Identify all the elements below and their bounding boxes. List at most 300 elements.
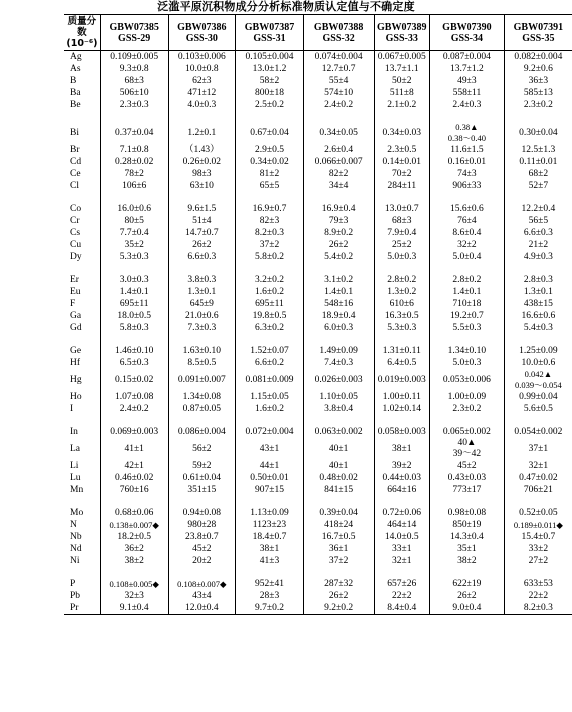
value-cell: 51±4 bbox=[168, 215, 236, 227]
value-cell: 0.72±0.06 bbox=[374, 507, 430, 519]
value-cell: 62±3 bbox=[168, 75, 236, 87]
value-cell: 36±1 bbox=[303, 543, 374, 555]
value-cell: 8.4±0.4 bbox=[374, 602, 430, 615]
spacer-cell bbox=[374, 496, 430, 507]
value-cell: 19.2±0.7 bbox=[430, 310, 505, 322]
value-cell: 287±32 bbox=[303, 578, 374, 590]
table-row bbox=[64, 310, 572, 322]
value-cell: 1.25±0.09 bbox=[504, 345, 572, 357]
element-cell: Cl bbox=[70, 181, 79, 191]
element-cell: Ag bbox=[70, 52, 82, 62]
element-cell: Br bbox=[70, 145, 80, 155]
column-sample: GSS-35 bbox=[522, 32, 555, 44]
value-cell: 38±1 bbox=[374, 438, 430, 460]
value-cell: 81±2 bbox=[236, 168, 304, 180]
table-row bbox=[64, 239, 572, 251]
value-cell: 464±14 bbox=[374, 519, 430, 531]
value-cell: 5.4±0.2 bbox=[303, 251, 374, 263]
value-cell: 558±11 bbox=[430, 87, 505, 99]
value-cell: 13.0±0.7 bbox=[374, 203, 430, 215]
value-cell: 645±9 bbox=[168, 298, 236, 310]
value-cell: 3.2±0.2 bbox=[236, 274, 304, 286]
value-cell: 6.6±0.3 bbox=[168, 251, 236, 263]
table-row bbox=[64, 460, 572, 472]
value-cell: 8.9±0.2 bbox=[303, 227, 374, 239]
table-row bbox=[64, 519, 572, 531]
value-cell: 14.3±0.4 bbox=[430, 531, 505, 543]
table-row bbox=[64, 180, 572, 192]
value-cell: 633±53 bbox=[504, 578, 572, 590]
value-cell: 0.67±0.04 bbox=[236, 122, 304, 144]
group-spacer bbox=[64, 334, 572, 345]
value-cell: 0.28±0.02 bbox=[100, 156, 168, 168]
value-cell: 16.6±0.6 bbox=[504, 310, 572, 322]
value-cell: 0.61±0.04 bbox=[168, 472, 236, 484]
spacer-cell bbox=[168, 263, 236, 274]
value-cell: 0.082±0.004 bbox=[504, 51, 572, 64]
group-spacer bbox=[64, 415, 572, 426]
element-cell: B bbox=[70, 76, 77, 86]
value-cell: 1.49±0.09 bbox=[303, 345, 374, 357]
table-title: 泛滥平原沉积物成分分析标准物质认定值与不确定度 bbox=[157, 0, 415, 13]
column-code: GBW07391 bbox=[513, 21, 564, 33]
value-cell: 9.3±0.8 bbox=[100, 63, 168, 75]
element-cell: Ce bbox=[70, 169, 81, 179]
value-cell: 76±4 bbox=[430, 215, 505, 227]
value-cell: 18.0±0.5 bbox=[100, 310, 168, 322]
value-cell: 0.46±0.02 bbox=[100, 472, 168, 484]
value-cell: 41±3 bbox=[236, 555, 304, 567]
group-spacer bbox=[64, 111, 572, 122]
value-cell: 1.15±0.05 bbox=[236, 391, 304, 403]
spacer-cell bbox=[504, 567, 572, 578]
column-sample: GSS-30 bbox=[185, 32, 218, 44]
value-cell: 50±2 bbox=[374, 75, 430, 87]
value-cell: 0.103±0.006 bbox=[168, 51, 236, 64]
table-row bbox=[64, 274, 572, 286]
value-cell: 0.26±0.02 bbox=[168, 156, 236, 168]
value-cell: 18.2±0.5 bbox=[100, 531, 168, 543]
spacer-cell bbox=[504, 263, 572, 274]
value-cell: 0.50±0.01 bbox=[236, 472, 304, 484]
value-cell: 0.026±0.003 bbox=[303, 369, 374, 391]
table-row bbox=[64, 215, 572, 227]
spacer-cell bbox=[504, 111, 572, 122]
value-cell: 3.8±0.4 bbox=[303, 403, 374, 415]
value-cell: 0.99±0.04 bbox=[504, 391, 572, 403]
value-cell: 37±2 bbox=[303, 555, 374, 567]
table-row bbox=[64, 369, 572, 391]
value-cell: 0.074±0.004 bbox=[303, 51, 374, 64]
value-cell: 906±33 bbox=[430, 180, 505, 192]
value-cell: 0.108±0.005◆ bbox=[100, 578, 168, 590]
column-header-gss34 bbox=[430, 15, 505, 51]
table-row bbox=[64, 403, 572, 415]
column-code: GBW07386 bbox=[177, 21, 227, 33]
value-cell: 98±3 bbox=[168, 168, 236, 180]
value-cell: 2.3±0.5 bbox=[374, 144, 430, 156]
spacer-cell bbox=[64, 111, 100, 122]
value-cell: 0.108±0.007◆ bbox=[168, 578, 236, 590]
value-cell: 44±1 bbox=[236, 460, 304, 472]
value-cell: 2.1±0.2 bbox=[374, 99, 430, 111]
value-cell: 38±2 bbox=[430, 555, 505, 567]
value-cell: 0.063±0.002 bbox=[303, 426, 374, 438]
value-cell: 59±2 bbox=[168, 460, 236, 472]
value-cell: 4.0±0.3 bbox=[168, 99, 236, 111]
value-cell: 7.3±0.3 bbox=[168, 322, 236, 334]
value-cell: 0.16±0.01 bbox=[430, 156, 505, 168]
value-cell: 1.07±0.08 bbox=[100, 391, 168, 403]
value-cell: 9.1±0.4 bbox=[100, 602, 168, 615]
table-row bbox=[64, 426, 572, 438]
value-cell: 1.10±0.05 bbox=[303, 391, 374, 403]
value-cell: 3.0±0.3 bbox=[100, 274, 168, 286]
value-cell: 26±2 bbox=[430, 590, 505, 602]
spacer-cell bbox=[303, 496, 374, 507]
value-cell: 40±1 bbox=[303, 460, 374, 472]
spacer-cell bbox=[64, 334, 100, 345]
value-cell: 21±2 bbox=[504, 239, 572, 251]
element-cell: Eu bbox=[70, 287, 81, 297]
value-cell: 33±1 bbox=[374, 543, 430, 555]
value-cell: 0.30±0.04 bbox=[504, 122, 572, 144]
element-cell: Gd bbox=[70, 323, 82, 333]
spacer-cell bbox=[236, 111, 304, 122]
table-body bbox=[64, 51, 572, 615]
value-cell: 622±19 bbox=[430, 578, 505, 590]
column-header-gss35 bbox=[504, 15, 572, 51]
table-row bbox=[64, 322, 572, 334]
value-cell: 1.31±0.11 bbox=[374, 345, 430, 357]
value-cell: 19.8±0.5 bbox=[236, 310, 304, 322]
value-cell: 52±7 bbox=[504, 180, 572, 192]
value-cell: 11.6±1.5 bbox=[430, 144, 505, 156]
value-cell: 2.8±0.2 bbox=[430, 274, 505, 286]
spacer-cell bbox=[374, 567, 430, 578]
value-cell: 0.054±0.002 bbox=[504, 426, 572, 438]
table-row bbox=[64, 156, 572, 168]
element-cell: N bbox=[70, 520, 77, 530]
spacer-cell bbox=[168, 111, 236, 122]
spacer-cell bbox=[64, 496, 100, 507]
table-row bbox=[64, 75, 572, 87]
table-row bbox=[64, 168, 572, 180]
value-cell: 18.4±0.7 bbox=[236, 531, 304, 543]
value-cell: 5.3±0.3 bbox=[374, 322, 430, 334]
table-row bbox=[64, 227, 572, 239]
value-cell: 55±4 bbox=[303, 75, 374, 87]
value-cell: 15.4±0.7 bbox=[504, 531, 572, 543]
value-cell: 0.11±0.01 bbox=[504, 156, 572, 168]
table-row bbox=[64, 144, 572, 156]
value-cell: 841±15 bbox=[303, 484, 374, 496]
table-row bbox=[64, 251, 572, 263]
value-cell: 0.105±0.004 bbox=[236, 51, 304, 64]
value-cell: 16.9±0.4 bbox=[303, 203, 374, 215]
value-cell: 13.7±1.2 bbox=[430, 63, 505, 75]
spacer-cell bbox=[100, 415, 168, 426]
value-cell: 657±26 bbox=[374, 578, 430, 590]
column-sample: GSS-31 bbox=[253, 32, 286, 44]
value-cell: 32±1 bbox=[374, 555, 430, 567]
value-cell: 80±5 bbox=[100, 215, 168, 227]
value-cell: 32±3 bbox=[100, 590, 168, 602]
value-cell: 471±12 bbox=[168, 87, 236, 99]
spacer-cell bbox=[504, 192, 572, 203]
value-cell: 511±8 bbox=[374, 87, 430, 99]
spacer-cell bbox=[303, 567, 374, 578]
value-cell: 56±5 bbox=[504, 215, 572, 227]
value-cell: 18.9±0.4 bbox=[303, 310, 374, 322]
value-cell: 0.053±0.006 bbox=[430, 369, 505, 391]
value-cell: 43±1 bbox=[236, 438, 304, 460]
table-row bbox=[64, 357, 572, 369]
value-cell: 506±10 bbox=[100, 87, 168, 99]
value-cell: 2.4±0.2 bbox=[303, 99, 374, 111]
reference-material-table bbox=[64, 14, 572, 615]
value-cell: 980±28 bbox=[168, 519, 236, 531]
spacer-cell bbox=[303, 263, 374, 274]
column-header-gss31 bbox=[236, 15, 304, 51]
value-cell: 13.7±1.1 bbox=[374, 63, 430, 75]
value-cell: 773±17 bbox=[430, 484, 505, 496]
spacer-cell bbox=[100, 567, 168, 578]
spacer-cell bbox=[430, 334, 505, 345]
value-cell: 0.39±0.04 bbox=[303, 507, 374, 519]
value-cell: 0.087±0.004 bbox=[430, 51, 505, 64]
value-cell: 13.0±1.2 bbox=[236, 63, 304, 75]
value-cell: 585±13 bbox=[504, 87, 572, 99]
table-row bbox=[64, 484, 572, 496]
column-header-gss33 bbox=[374, 15, 430, 51]
value-cell: 2.6±0.4 bbox=[303, 144, 374, 156]
table-row bbox=[64, 543, 572, 555]
value-cell: 6.6±0.3 bbox=[504, 227, 572, 239]
element-cell: F bbox=[70, 299, 76, 309]
value-cell: 43±4 bbox=[168, 590, 236, 602]
element-header-line2: (10⁻⁶) bbox=[66, 38, 98, 49]
value-cell: 2.8±0.2 bbox=[374, 274, 430, 286]
spacer-cell bbox=[100, 111, 168, 122]
value-cell: 2.3±0.2 bbox=[504, 99, 572, 111]
value-cell: 5.0±0.4 bbox=[430, 251, 505, 263]
value-cell: 0.058±0.003 bbox=[374, 426, 430, 438]
group-spacer bbox=[64, 567, 572, 578]
value-cell: 37±2 bbox=[236, 239, 304, 251]
table-row bbox=[64, 122, 572, 144]
spacer-cell bbox=[430, 111, 505, 122]
column-sample: GSS-33 bbox=[385, 32, 418, 44]
value-cell: 12.2±0.4 bbox=[504, 203, 572, 215]
value-cell: 1.3±0.1 bbox=[504, 286, 572, 298]
value-cell: 5.3±0.3 bbox=[100, 251, 168, 263]
value-cell: 35±2 bbox=[100, 239, 168, 251]
value-cell: 5.6±0.5 bbox=[504, 403, 572, 415]
spacer-cell bbox=[100, 496, 168, 507]
value-cell: 1.3±0.2 bbox=[374, 286, 430, 298]
element-cell: Hf bbox=[70, 358, 81, 368]
value-cell: 574±10 bbox=[303, 87, 374, 99]
group-spacer bbox=[64, 263, 572, 274]
value-cell: 22±2 bbox=[504, 590, 572, 602]
value-cell: 0.34±0.03 bbox=[374, 122, 430, 144]
value-cell: 28±3 bbox=[236, 590, 304, 602]
element-cell: Co bbox=[70, 204, 82, 214]
spacer-cell bbox=[504, 496, 572, 507]
value-cell: 78±2 bbox=[100, 168, 168, 180]
value-cell: 0.47±0.02 bbox=[504, 472, 572, 484]
spacer-cell bbox=[236, 415, 304, 426]
table-row bbox=[64, 555, 572, 567]
value-cell: 1.6±0.2 bbox=[236, 403, 304, 415]
table-row bbox=[64, 531, 572, 543]
value-cell: 0.072±0.004 bbox=[236, 426, 304, 438]
spacer-cell bbox=[504, 415, 572, 426]
value-cell: 0.14±0.01 bbox=[374, 156, 430, 168]
value-cell: 10.0±0.8 bbox=[168, 63, 236, 75]
value-cell: 0.138±0.007◆ bbox=[100, 519, 168, 531]
value-cell: 14.7±0.7 bbox=[168, 227, 236, 239]
value-cell: 36±2 bbox=[100, 543, 168, 555]
value-cell: 7.9±0.4 bbox=[374, 227, 430, 239]
value-cell: 0.94±0.08 bbox=[168, 507, 236, 519]
element-cell: Mo bbox=[70, 508, 84, 518]
value-cell: 16.0±0.6 bbox=[100, 203, 168, 215]
column-code: GBW07389 bbox=[377, 21, 427, 33]
value-cell: 2.5±0.2 bbox=[236, 99, 304, 111]
value-cell: 14.0±0.5 bbox=[374, 531, 430, 543]
table-row bbox=[64, 87, 572, 99]
value-cell: 1.00±0.09 bbox=[430, 391, 505, 403]
value-cell: 6.3±0.2 bbox=[236, 322, 304, 334]
element-column-header bbox=[64, 15, 100, 51]
spacer-cell bbox=[374, 192, 430, 203]
value-cell: 27±2 bbox=[504, 555, 572, 567]
value-cell: 9.2±0.6 bbox=[504, 63, 572, 75]
value-cell: 16.9±0.7 bbox=[236, 203, 304, 215]
value-cell: 0.069±0.003 bbox=[100, 426, 168, 438]
element-cell: Cs bbox=[70, 228, 81, 238]
value-cell: 8.6±0.4 bbox=[430, 227, 505, 239]
spacer-cell bbox=[303, 415, 374, 426]
value-cell: 12.7±0.7 bbox=[303, 63, 374, 75]
value-cell: 1.4±0.1 bbox=[430, 286, 505, 298]
spacer-cell bbox=[430, 263, 505, 274]
spacer-cell bbox=[100, 192, 168, 203]
value-cell: 1.63±0.10 bbox=[168, 345, 236, 357]
value-cell: （1.43） bbox=[168, 144, 236, 156]
value-cell: 22±2 bbox=[374, 590, 430, 602]
value-cell: 42±1 bbox=[100, 460, 168, 472]
value-cell: 706±21 bbox=[504, 484, 572, 496]
element-cell: Be bbox=[70, 100, 81, 110]
spacer-cell bbox=[374, 263, 430, 274]
value-cell: 0.086±0.004 bbox=[168, 426, 236, 438]
value-cell: 16.7±0.5 bbox=[303, 531, 374, 543]
value-cell: 106±6 bbox=[100, 180, 168, 192]
spacer-cell bbox=[64, 192, 100, 203]
element-cell: Li bbox=[70, 461, 79, 471]
element-header-line1: 质量分数 bbox=[67, 16, 97, 38]
value-cell: 0.48±0.02 bbox=[303, 472, 374, 484]
value-cell: 6.0±0.3 bbox=[303, 322, 374, 334]
value-cell: 0.109±0.005 bbox=[100, 51, 168, 64]
value-cell: 0.066±0.007 bbox=[303, 156, 374, 168]
element-cell: Ni bbox=[70, 556, 80, 566]
column-code: GBW07387 bbox=[244, 21, 295, 33]
value-cell: 0.15±0.02 bbox=[100, 369, 168, 391]
element-cell: Cd bbox=[70, 157, 82, 167]
value-cell: 1.13±0.09 bbox=[236, 507, 304, 519]
element-cell: Nb bbox=[70, 532, 82, 542]
table-row bbox=[64, 345, 572, 357]
table-row bbox=[64, 63, 572, 75]
value-cell: 0.37±0.04 bbox=[100, 122, 168, 144]
value-cell: 63±10 bbox=[168, 180, 236, 192]
value-cell: 438±15 bbox=[504, 298, 572, 310]
spacer-cell bbox=[430, 567, 505, 578]
value-cell: 0.38▲ 0.38～0.40 bbox=[430, 122, 505, 144]
value-cell: 32±2 bbox=[430, 239, 505, 251]
table-row bbox=[64, 472, 572, 484]
value-cell: 0.44±0.03 bbox=[374, 472, 430, 484]
value-cell: 0.081±0.009 bbox=[236, 369, 304, 391]
value-cell: 5.4±0.3 bbox=[504, 322, 572, 334]
value-cell: 907±15 bbox=[236, 484, 304, 496]
value-cell: 0.019±0.003 bbox=[374, 369, 430, 391]
value-cell: 8.2±0.3 bbox=[504, 602, 572, 615]
value-cell: 1.02±0.14 bbox=[374, 403, 430, 415]
group-spacer bbox=[64, 496, 572, 507]
value-cell: 9.7±0.2 bbox=[236, 602, 304, 615]
value-cell: 664±16 bbox=[374, 484, 430, 496]
table-row bbox=[64, 507, 572, 519]
value-cell: 2.8±0.3 bbox=[504, 274, 572, 286]
value-cell: 9.0±0.4 bbox=[430, 602, 505, 615]
value-cell: 41±1 bbox=[100, 438, 168, 460]
group-spacer bbox=[64, 192, 572, 203]
value-cell: 49±3 bbox=[430, 75, 505, 87]
value-cell: 0.52±0.05 bbox=[504, 507, 572, 519]
value-cell: 418±24 bbox=[303, 519, 374, 531]
element-cell: Cu bbox=[70, 240, 82, 250]
value-cell: 1.6±0.2 bbox=[236, 286, 304, 298]
value-cell: 40▲ 39～42 bbox=[430, 438, 505, 460]
element-cell: Ge bbox=[70, 346, 82, 356]
element-cell: Er bbox=[70, 275, 79, 285]
value-cell: 5.0±0.3 bbox=[374, 251, 430, 263]
spacer-cell bbox=[64, 567, 100, 578]
spacer-cell bbox=[100, 334, 168, 345]
value-cell: 45±2 bbox=[430, 460, 505, 472]
value-cell: 0.68±0.06 bbox=[100, 507, 168, 519]
value-cell: 26±2 bbox=[303, 590, 374, 602]
spacer-cell bbox=[374, 334, 430, 345]
value-cell: 45±2 bbox=[168, 543, 236, 555]
value-cell: 38±2 bbox=[100, 555, 168, 567]
value-cell: 0.98±0.08 bbox=[430, 507, 505, 519]
value-cell: 0.067±0.005 bbox=[374, 51, 430, 64]
value-cell: 0.34±0.02 bbox=[236, 156, 304, 168]
element-cell: Ho bbox=[70, 392, 82, 402]
value-cell: 0.189±0.011◆ bbox=[504, 519, 572, 531]
spacer-cell bbox=[64, 263, 100, 274]
element-cell: Hg bbox=[70, 374, 82, 385]
value-cell: 351±15 bbox=[168, 484, 236, 496]
table-row bbox=[64, 438, 572, 460]
value-cell: 2.3±0.2 bbox=[430, 403, 505, 415]
